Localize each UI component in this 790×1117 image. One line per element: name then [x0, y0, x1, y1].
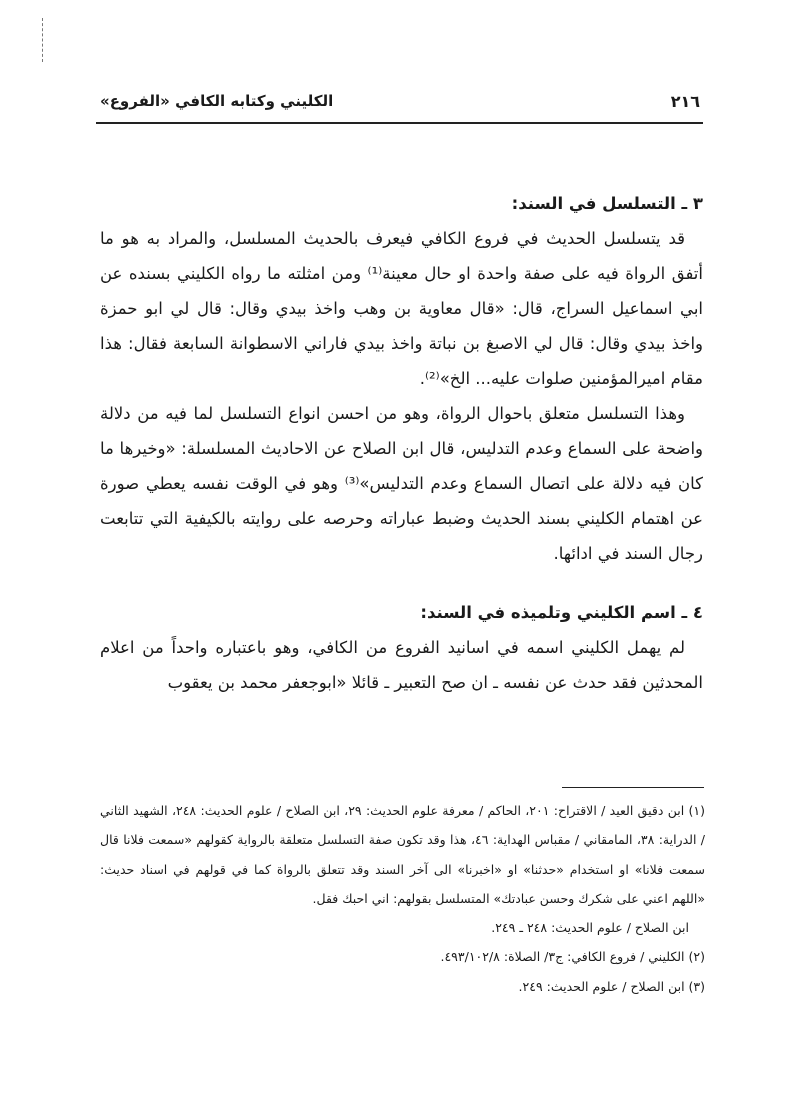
footnote-2: (٢) الكليني / فروع الكافي: ج٣/ الصلاة: ٤٩٣/١٠٢/٨. — [440, 949, 705, 965]
section-3-paragraph-1: قد يتسلسل الحديث في فروع الكافي فيعرف بالحديث المسلسل، والمراد به هو ما أتفق الرواة فيه على صفة واحدة او حال معينة⁽¹⁾ ومن امثلته ما رواه الكليني بسنده عن ابي اسماعيل السراج، قال: «قال معاوية بن وهب واخذ بيدي وقال: قال لي ابو حمزة واخذ بيدي وقال: قال لي الاصبغ بن نباتة واخذ بيدي فاراني الاسطوانة السابعة فقال: هذا مقام اميرالمؤمنين صلوات عليه... الخ»⁽²⁾. — [100, 229, 703, 388]
footnote-separator — [562, 787, 704, 788]
footnote-3: (٣) ابن الصلاح / علوم الحديث: ٢٤٩. — [518, 978, 705, 994]
section-4-paragraph-1: لم يهمل الكليني اسمه في اسانيد الفروع من الكافي، وهو باعتباره واحداً من اعلام المحدثين فقد حدث عن نفسه ـ ان صح التعبير ـ قائلا «ابوجعفر محمد بن يعقوب — [100, 638, 703, 692]
running-title: الكليني وكتابه الكافي «الفروع» — [100, 92, 334, 110]
scan-margin-mark — [42, 18, 45, 62]
footnote-1: (١) ابن دقيق العيد / الاقتراح: ٢٠١، الحاكم / معرفة علوم الحديث: ٢٩، ابن الصلاح / علوم الحديث: ٢٤٨، الشهيد الثاني / الدراية: ٣٨، المامقاني / مقباس الهداية: ٤٦، هذا وقد تكون صفة التسلسل متعلقة بالرواية كقولهم «سمعت فلانا قال سمعت فلانا» او استخدام «حدثنا» او «اخبرنا» الى آخر السند وقد تتعلق بالرواة كما في قولهم في اسناد حديث: «اللهم اعني على شكرك وحسن عبادتك» المتسلسل بقولهم: اني احبك فقل. — [100, 803, 706, 906]
header-rule — [96, 122, 703, 124]
section-3-title: ٣ ـ التسلسل في السند: — [511, 194, 703, 213]
footnotes — [100, 796, 705, 1001]
section-gap — [100, 571, 703, 595]
section-3-paragraph-2: وهذا التسلسل متعلق باحوال الرواة، وهو من احسن انواع التسلسل لما فيه من دلالة واضحة على السماع وعدم التدليس، قال ابن الصلاح عن الاحاديث المسلسلة: «وخيرها ما كان فيه دلالة على اتصال السماع وعدم التدليس»⁽³⁾ وهو في الوقت نفسه يعطي صورة عن اهتمام الكليني بسند الحديث وضبط عباراته وحرصه على روايته بالكيفية التي تتابعت رجال السند في ادائها. — [100, 404, 703, 563]
main-text — [100, 186, 703, 700]
footnote-1-continuation: ابن الصلاح / علوم الحديث: ٢٤٨ ـ ٢٤٩. — [491, 920, 689, 936]
page-number: ٢١٦ — [670, 91, 700, 111]
page-header — [100, 86, 700, 116]
section-4-title: ٤ ـ اسم الكليني وتلميذه في السند: — [420, 603, 703, 622]
